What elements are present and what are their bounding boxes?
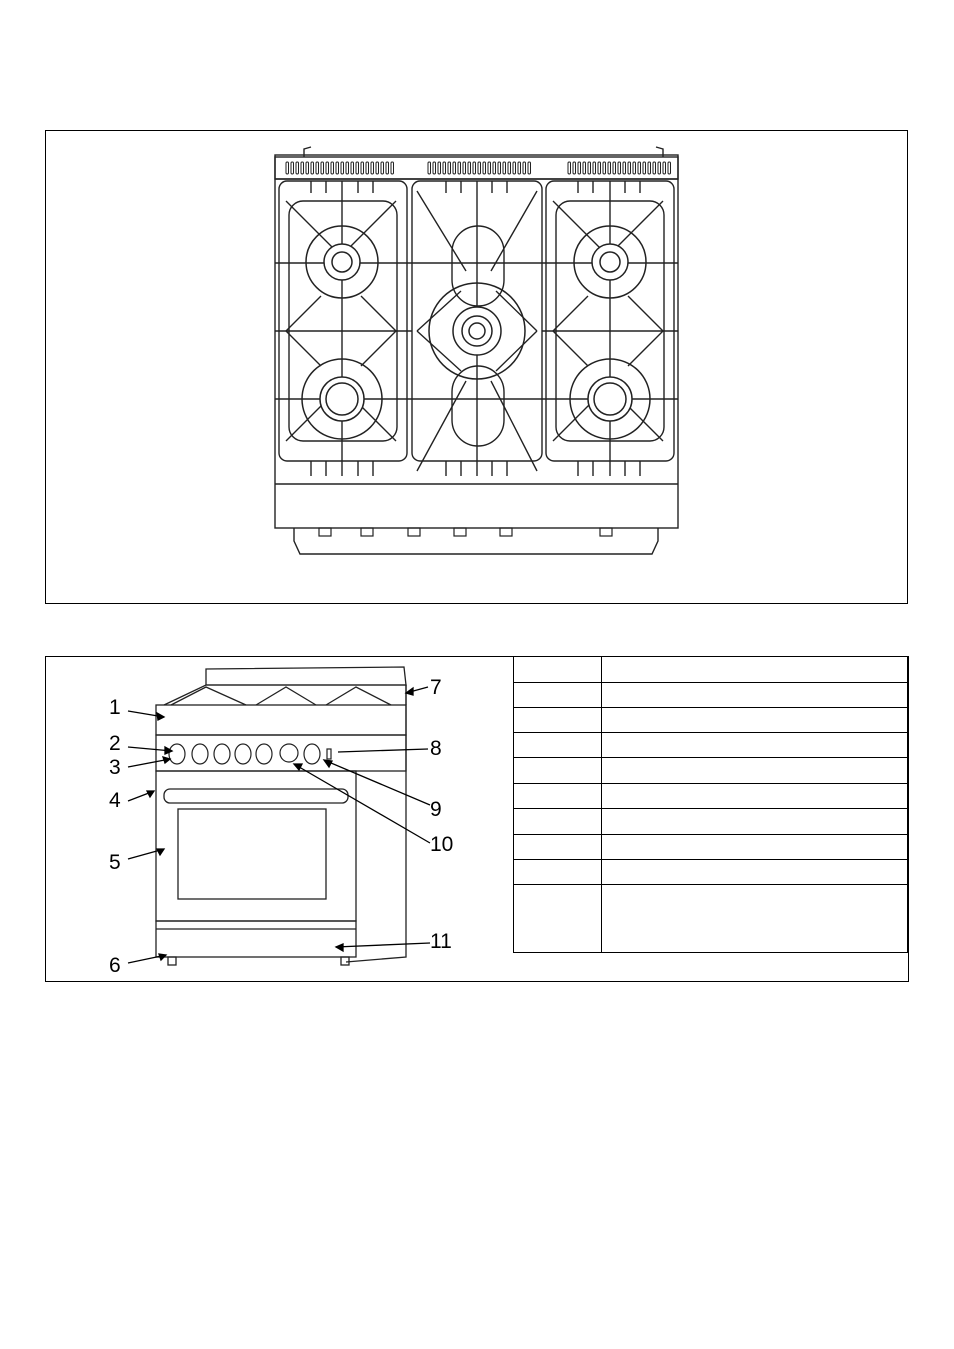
part-number-cell: [514, 860, 602, 885]
parts-table-row: [514, 683, 908, 708]
parts-table-row: [514, 758, 908, 784]
parts-table-row: [514, 835, 908, 860]
part-number-cell: [514, 758, 602, 784]
parts-table-row: [514, 708, 908, 733]
part-description-cell: [601, 683, 907, 708]
parts-table-row: [514, 657, 908, 683]
part-description-cell: [601, 809, 907, 835]
cooktop-top-view-drawing: [46, 131, 909, 605]
callout-11: 11: [430, 930, 452, 953]
part-number-cell: [514, 784, 602, 809]
part-description-cell: [601, 657, 907, 683]
part-number-cell: [514, 657, 602, 683]
parts-table-row: [514, 733, 908, 758]
callout-2: 2: [109, 732, 121, 755]
range-parts-figure-frame: [45, 656, 909, 982]
callout-8: 8: [430, 737, 442, 760]
part-number-cell: [514, 708, 602, 733]
callout-1: 1: [109, 696, 121, 719]
part-number-cell: [514, 683, 602, 708]
parts-table-row: [514, 809, 908, 835]
part-description-cell: [601, 733, 907, 758]
part-number-cell: [514, 885, 602, 953]
part-number-cell: [514, 809, 602, 835]
part-description-cell: [601, 758, 907, 784]
parts-table-row: [514, 885, 908, 953]
part-description-cell: [601, 835, 907, 860]
parts-table: [513, 656, 908, 953]
callout-3: 3: [109, 756, 121, 779]
callout-7: 7: [430, 676, 442, 699]
callout-10: 10: [430, 833, 454, 856]
callout-6: 6: [109, 954, 121, 977]
part-description-cell: [601, 784, 907, 809]
part-description-cell: [601, 860, 907, 885]
part-number-cell: [514, 835, 602, 860]
callout-5: 5: [109, 851, 121, 874]
part-description-cell: [601, 885, 907, 953]
callout-9: 9: [430, 798, 442, 821]
part-number-cell: [514, 733, 602, 758]
cooktop-figure-frame: [45, 130, 908, 604]
parts-table-row: [514, 860, 908, 885]
callout-4: 4: [109, 789, 121, 812]
control-knobs-top-view: [319, 528, 612, 536]
part-description-cell: [601, 708, 907, 733]
parts-table-row: [514, 784, 908, 809]
burners: [302, 226, 650, 439]
